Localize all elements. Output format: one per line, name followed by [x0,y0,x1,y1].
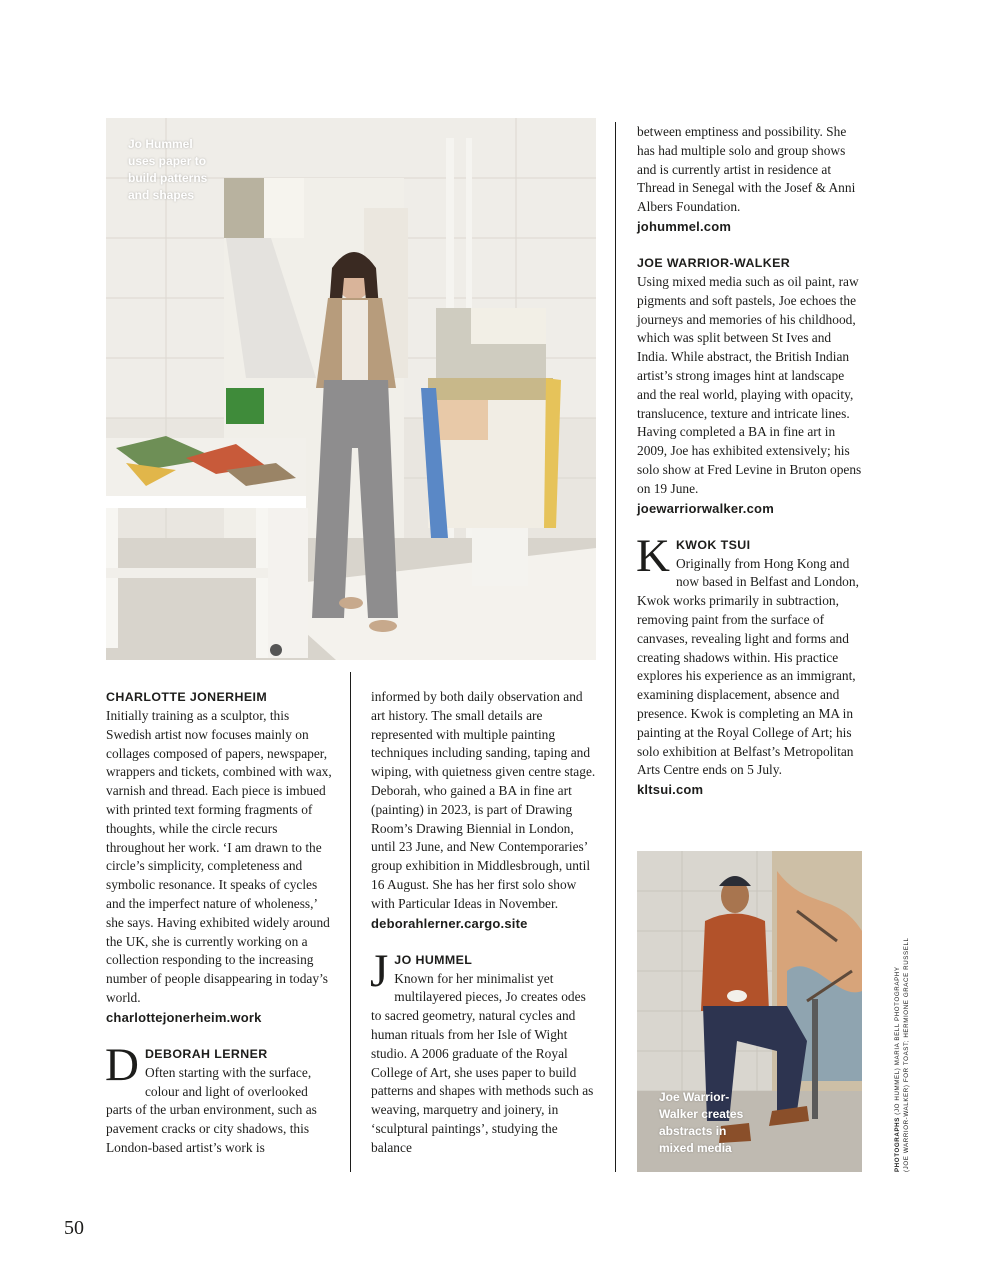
charlotte-body: Initially training as a sculptor, this Swedish artist now focuses mainly on collages composed of papers, newspaper, wrappers and tickets, combined with wax, varnish and thread. Each piece is imbued with printed text forming fragments of thoughts, while the circle recurs throughout her work. ‘I am drawn to the circle’s simplicity, completeness and symbolic resonance. It speaks of cycles and the imperfect nature of wholeness,’ she says. Having exhibited widely around the UK, she is currently working on a collection responding to the increasing number of people disappearing in today’s world. [106,708,332,1005]
joe-body: Using mixed media such as oil paint, raw pigments and soft pastels, Joe echoes the journeys and memories of his childhood, which was split between St Ives and India. While abstract, the British Indian artist’s strong images hint at landscape and the real world, playing with opacity, translucence, texture and intricate lines. Having completed a BA in fine art in 2009, Joe has exhibited extensively; his solo show at Fred Levine in Bruton opens on 19 June. [637,273,862,496]
studio-photo-caption: Jo Hummel uses paper to build patterns and shapes [128,137,208,202]
column-3 [637,123,865,799]
jo-heading: JO HUMMEL [394,952,473,967]
deborah-heading: DEBORAH LERNER [144,1046,268,1061]
jo-link[interactable]: johummel.com [637,218,732,234]
kwok-body: Originally from Hong Kong and now based in Belfast and London, Kwok works primarily in subtraction, removing paint from the surface of canvases, revealing light and forms and creating shadows within. His practice explores his experience as an immigrant, examining displacement, absence and presence. Kwok is completing an MA in painting at the Royal College of Art; his solo exhibition at Belfast’s Metropolitan Arts Centre ends on 5 July. [637,555,859,778]
portrait-photo [637,851,862,1172]
kwok-link[interactable]: kltsui.com [637,782,704,798]
jo-dropcap: J [370,944,389,997]
studio-photo [106,118,596,660]
kwok-heading: KWOK TSUI [675,537,751,552]
credit-label: PHOTOGRAPHS [894,1117,901,1172]
kwok-dropcap: K [636,529,670,582]
charlotte-heading: CHARLOTTE JONERHEIM [106,690,268,704]
deborah-dropcap: D [105,1038,139,1091]
deborah-body-part1: Often starting with the surface, colour and light of overlooked parts of the urban environment, such as pavement cracks or city shadows, this London-based artist’s work is [106,1064,317,1155]
deborah-body-part2: informed by both daily observation and art history. The small details are represented with multiple painting techniques including sanding, taping and wiping, with quietness given centre stage. Deborah, who gained a BA in fine art (painting) in 2023, is part of Drawing Room’s Drawing Biennial in London, until 23 June, and New Contemporaries’ group exhibition in Middlesbrough, until 16 August. She has her first solo show with Particular Ideas in November. [371,689,596,911]
column-1 [106,688,336,1158]
photo-credit [893,937,911,1172]
portrait-photo-caption: Joe Warrior- Walker creates abstracts in mixed media [659,1090,744,1155]
jo-body-part2: between emptiness and possibility. She has had multiple solo and group shows and is currently artist in residence at Thread in Senegal with the Josef & Anni Albers Foundation. [637,124,856,215]
column-divider-left [350,672,351,1172]
deborah-link[interactable]: deborahlerner.cargo.site [371,915,528,931]
credit-line-1: (JO HUMMEL) MARIA BELL PHOTOGRAPHY [894,966,901,1115]
jo-body-part1: Known for her minimalist yet multilayered pieces, Jo creates odes to sacred geometry, natural cycles and human rituals from her Isle of Wight studio. A 2006 graduate of the Royal College of Art, she uses paper to build patterns and shapes with methods such as weaving, marquetry and joinery, in ‘sculptural paintings’, studying the balance [371,970,594,1155]
joe-heading: JOE WARRIOR-WALKER [637,255,791,270]
column-2 [371,688,599,1158]
joe-link[interactable]: joewarriorwalker.com [637,500,774,516]
page-number: 50 [64,1217,84,1239]
charlotte-link[interactable]: charlottejonerheim.work [106,1009,262,1025]
column-divider-right [615,122,616,1172]
credit-line-2: (JOE WARRIOR-WALKER) FOR TOAST; HERMIONE GRACE RUSSELL [903,937,910,1172]
